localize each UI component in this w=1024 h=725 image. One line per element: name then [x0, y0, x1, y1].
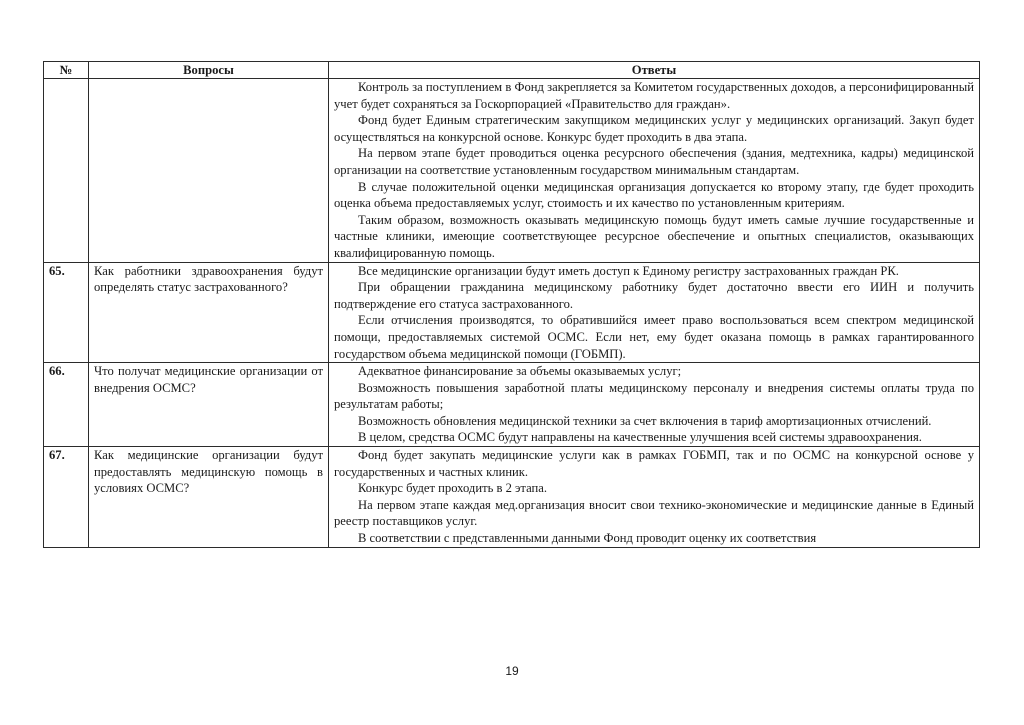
table-row [44, 262, 980, 363]
answer-paragraph: Адекватное финансирование за объемы оказываемых услуг; [358, 364, 682, 379]
row-answer [329, 79, 980, 263]
row-number: 66. [44, 363, 89, 447]
row-question [89, 79, 329, 263]
row-answer [329, 447, 980, 548]
answer-paragraph: Все медицинские организации будут иметь доступ к Единому регистру застрахованных граждан РК. [358, 263, 899, 278]
row-number: 67. [44, 447, 89, 548]
answer-paragraph: Если отчисления производятся, то обратившийся имеет право воспользоваться всем спектром медицинской помощи, предоставляемых системой ОСМС. Если нет, ему будет оказана помощь в рамках гарантированного государством объема медицинской помощи (ГОБМП). [334, 313, 974, 361]
row-question: Как работники здравоохранения будут определять статус застрахованного? [89, 262, 329, 363]
row-question: Что получат медицинские организации от внедрения ОСМС? [89, 363, 329, 447]
answer-paragraph: В случае положительной оценки медицинская организация допускается ко второму этапу, где будет проходить оценка объема предоставляемых услуг, стоимость и их качество по установленным критериям. [334, 179, 974, 211]
page-number: 19 [505, 664, 519, 678]
row-question: Как медицинские организации будут предоставлять медицинскую помощь в условиях ОСМС? [89, 447, 329, 548]
answer-paragraph: На первом этапе каждая мед.организация вносит свои технико-экономические и медицинские данные в Единый реестр поставщиков услуг. [334, 497, 974, 529]
answer-paragraph: На первом этапе будет проводиться оценка ресурсного обеспечения (здания, медтехника, кадры) медицинской организации на соответствие установленным государством минимальным стандартам. [334, 146, 974, 177]
answer-paragraph: Фонд будет Единым стратегическим закупщиком медицинских услуг у медицинских организаций. Закуп будет осуществляться на конкурсной основе. Конкурс будет проходить в два этапа. [334, 113, 974, 144]
header-questions: Вопросы [89, 62, 329, 79]
row-number [44, 79, 89, 263]
answer-paragraph: В целом, средства ОСМС будут направлены на качественные улучшения всей системы здравоохранения. [358, 430, 922, 445]
qa-table [43, 61, 980, 548]
answer-paragraph: В соответствии с представленными данными Фонд проводит оценку их соответствия [358, 531, 817, 546]
answer-paragraph: Таким образом, возможность оказывать медицинскую помощь будут иметь самые лучшие государственные и частные клиники, имеющие соответствующее ресурсное обеспечение и опытных специалистов, оказывающих квалифицированную помощь. [334, 212, 974, 260]
table-header [44, 62, 980, 79]
header-row [44, 62, 980, 79]
header-answers: Ответы [329, 62, 980, 79]
answer-paragraph: Фонд будет закупать медицинские услуги как в рамках ГОБМП, так и по ОСМС на конкурсной основе у государственных и частных клиник. [334, 448, 974, 479]
row-answer [329, 262, 980, 363]
table-row [44, 363, 980, 447]
table-row [44, 447, 980, 548]
answer-paragraph: Возможность обновления медицинской техники за счет включения в тариф амортизационных отчислений. [358, 413, 932, 428]
answer-paragraph: При обращении гражданина медицинскому работнику будет достаточно ввести его ИИН и получить подтверждение его статуса застрахованного. [334, 280, 974, 311]
row-answer [329, 363, 980, 447]
answer-paragraph: Конкурс будет проходить в 2 этапа. [358, 481, 547, 496]
table-body [44, 79, 980, 548]
table-row [44, 79, 980, 263]
header-number: № [44, 62, 89, 79]
row-number: 65. [44, 262, 89, 363]
answer-paragraph: Контроль за поступлением в Фонд закрепляется за Комитетом государственных доходов, а персонифицированный учет будет сохраняться за Госкорпорацией «Правительство для граждан». [334, 80, 974, 111]
answer-paragraph: Возможность повышения заработной платы медицинскому персоналу и внедрения системы оплаты труда по результатам работы; [334, 380, 974, 412]
